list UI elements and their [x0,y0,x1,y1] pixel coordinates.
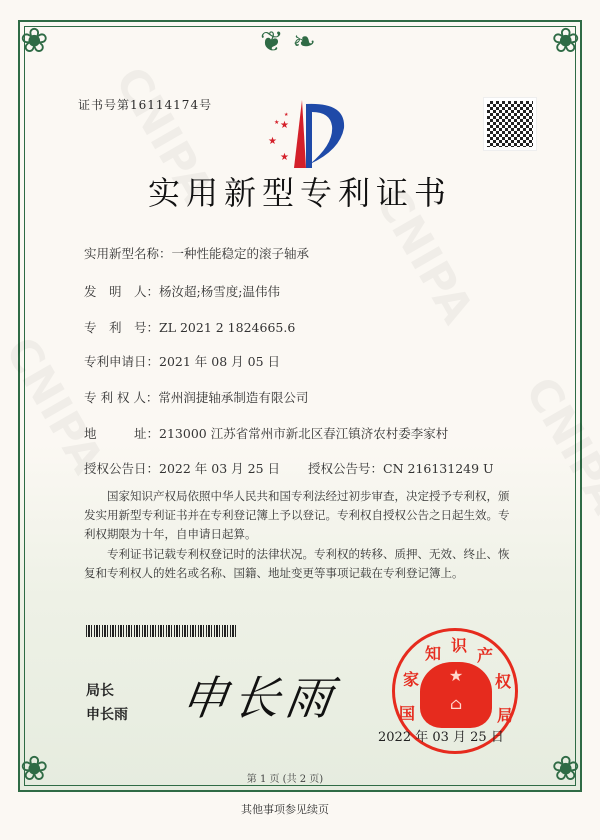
director-name: 申长雨 [86,707,128,723]
corner-ornament-icon: ❀ [551,749,580,789]
field-announcement-number [308,459,494,477]
field-value: CN 216131249 U [383,461,494,476]
field-grant-date [84,459,280,477]
seal-char: 识 [451,636,468,655]
national-emblem-icon: ★ ⌂ [420,662,492,728]
corner-ornament-icon: ❀ [20,21,49,61]
field-value: 杨汝超;杨雪度;温伟伟 [159,284,280,299]
svg-text:★: ★ [268,136,277,147]
field-label: 专利申请日： [84,354,160,369]
body-paragraph: 专利证书记载专利权登记时的法律状况。专利权的转移、质押、无效、终止、恢复和专利权人的姓名或名称、国籍、地址变更等事项记载在专利登记簿上。 [84,547,510,580]
svg-text:★: ★ [284,112,289,118]
seal-char: 家 [403,670,420,689]
footer-note: 其他事项参见续页 [241,803,329,816]
certificate-title: 实用新型专利证书 [147,174,452,212]
field-value: 2021 年 08 月 05 日 [159,354,281,369]
page-number: 第 1 页 (共 2 页) [246,774,324,785]
field-value: 213000 江苏省常州市新北区春江镇济农村委李家村 [159,426,449,441]
field-label: 实用新型名称： [84,246,172,261]
field-utility-model-name [84,244,309,262]
body-paragraph: 国家知识产权局依照中华人民共和国专利法经过初步审查，决定授予专利权，颁发实用新型专利证书并在专利登记簿上予以登记。专利权自授权公告之日起生效。专利权期限为十年，自申请日起算。 [84,489,510,541]
svg-text:★: ★ [280,120,289,131]
svg-text:★: ★ [274,119,280,126]
seal-char: 局 [497,706,514,725]
cnipa-logo [258,98,350,168]
seal-char: 权 [495,672,512,691]
field-patentee [84,388,308,406]
field-label: 授权公告号： [308,461,384,476]
qr-code-icon [484,98,536,150]
field-label: 专 利 号： [84,320,160,335]
field-value: 2022 年 03 月 25 日 [159,461,281,476]
field-label: 专 利 权 人： [84,390,159,405]
field-application-date [84,352,280,370]
field-patent-number [84,318,295,336]
field-label: 发 明 人： [84,284,160,299]
svg-text:★: ★ [280,152,289,163]
barcode [86,625,238,637]
field-inventors [84,282,280,300]
seal-char: 产 [477,646,494,665]
corner-ornament-icon: ❀ [551,21,580,61]
handwritten-signature: 申长雨 [177,671,342,725]
corner-ornament-icon: ❀ [20,749,49,789]
seal-date: 2022 年 03 月 25 日 [378,730,504,745]
certificate-number: 证书号第16114174号 [78,98,213,112]
field-value: ZL 2021 2 1824665.6 [159,320,296,335]
field-value: 一种性能稳定的滚子轴承 [171,246,310,261]
seal-char: 知 [425,644,442,663]
director-title: 局长 [86,683,114,699]
field-value: 常州润捷轴承制造有限公司 [158,390,309,405]
seal-char: 国 [399,704,416,723]
top-ornament-icon: ❦ ❧ [260,25,316,58]
field-address [84,424,448,442]
field-label: 地 址： [84,426,160,441]
field-label: 授权公告日： [84,461,160,476]
